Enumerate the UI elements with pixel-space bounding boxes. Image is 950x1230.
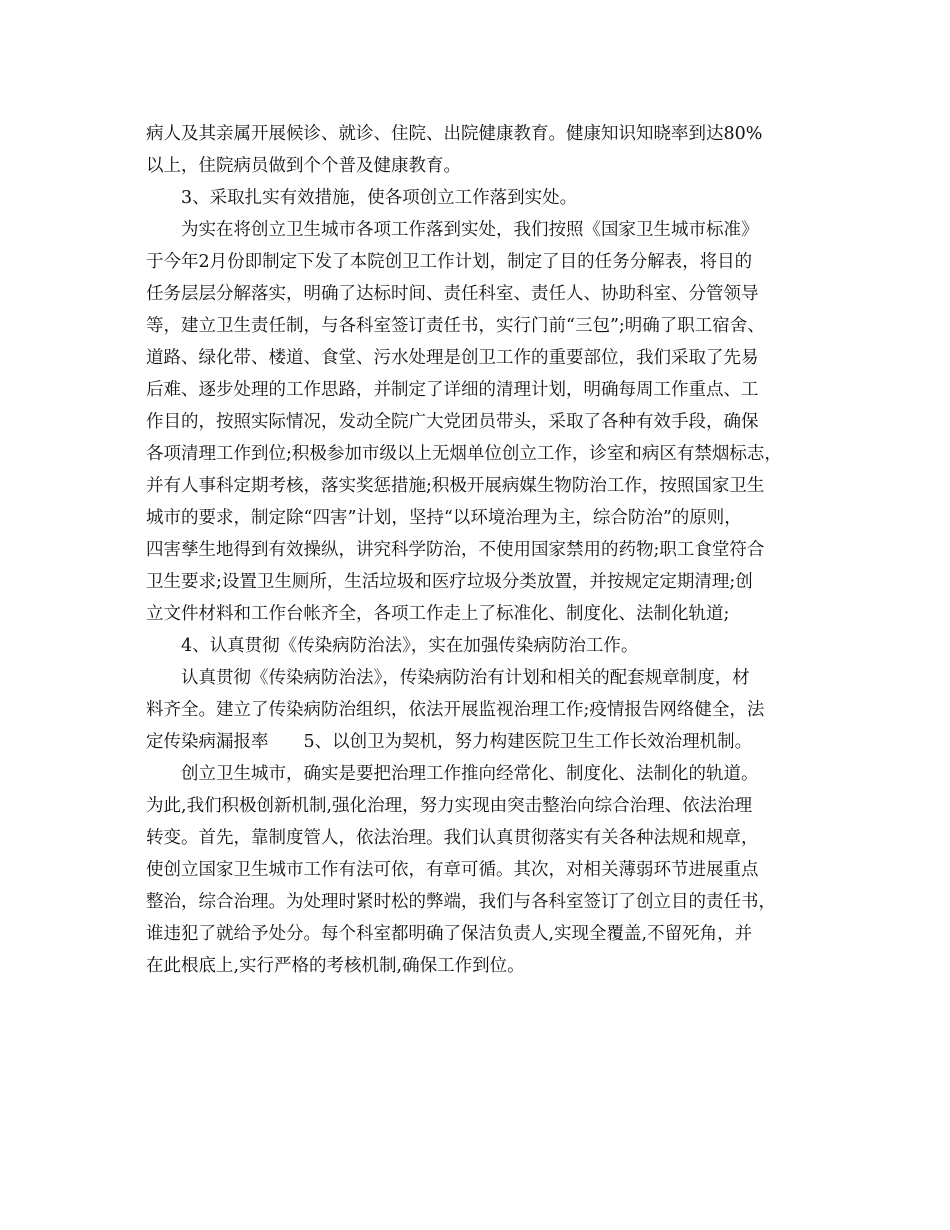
text-line: 道路、绿化带、楼道、食堂、污水处理是创卫工作的重要部位，我们采取了先易 — [146, 348, 759, 368]
text-line: 使创立国家卫生城市工作有法可依，有章可循。其次，对相关薄弱环节进展重点 — [146, 860, 759, 880]
text-line: 并有人事科定期考核，落实奖惩措施;积极开展病媒生物防治工作，按照国家卫生 — [146, 476, 765, 496]
section-heading: 3、采取扎实有效措施，使各项创立工作落到实处。 — [181, 188, 578, 208]
text-line: 转变。首先，靠制度管人，依法治理。我们认真贯彻落实有关各种法规和规章， — [146, 828, 759, 848]
text-line: 以上，住院病员做到个个普及健康教育。 — [146, 156, 461, 176]
text-line: 后难、逐步处理的工作思路，并制定了详细的清理计划，明确每周工作重点、工 — [146, 380, 759, 400]
text-line: 为实在将创立卫生城市各项工作落到实处，我们按照《国家卫生城市标准》 — [181, 220, 759, 240]
text-line: 病人及其亲属开展候诊、就诊、住院、出院健康教育。健康知识知晓率到达80% — [146, 124, 763, 144]
text-line: 等，建立卫生责任制，与各科室签订责任书，实行门前“三包”;明确了职工宿舍、 — [146, 316, 765, 336]
text-line: 任务层层分解落实，明确了达标时间、责任科室、责任人、协助科室、分管领导 — [146, 284, 759, 304]
text-line: 于今年2月份即制定下发了本院创卫工作计划，制定了目的任务分解表，将目的 — [146, 252, 753, 272]
text-line: 认真贯彻《传染病防治法》，传染病防治有计划和相关的配套规章制度，材 — [181, 668, 750, 688]
text-line: 各项清理工作到位;积极参加市级以上无烟单位创立工作，诊室和病区有禁烟标志， — [146, 444, 782, 464]
text-line: 为此,我们积极创新机制,强化治理，努力实现由突击整治向综合治理、依法治理 — [146, 796, 753, 816]
text-line: 四害孳生地得到有效操纵，讲究科学防治，不使用国家禁用的药物;职工食堂符合 — [146, 540, 765, 560]
text-line: 谁违犯了就给予处分。每个科室都明确了保洁负责人,实现全覆盖,不留死角，并 — [146, 924, 753, 944]
text-line: 立文件材料和工作台帐齐全，各项工作走上了标准化、制度化、法制化轨道; — [146, 604, 730, 624]
text-line: 创立卫生城市，确实是要把治理工作推向经常化、制度化、法制化的轨道。 — [181, 764, 759, 784]
text-line: 卫生要求;设置卫生厕所，生活垃圾和医疗垃圾分类放置，并按规定定期清理;创 — [146, 572, 753, 592]
text-line: 作目的，按照实际情况，发动全院广大党团员带头，采取了各种有效手段，确保 — [146, 412, 759, 432]
section-heading: 4、认真贯彻《传染病防治法》，实在加强传染病防治工作。 — [181, 636, 639, 656]
text-line: 定传染病漏报率 5、以创卫为契机，努力构建医院卫生工作长效治理机制。 — [146, 732, 753, 752]
text-line: 整治，综合治理。为处理时紧时松的弊端，我们与各科室签订了创立目的责任书， — [146, 892, 776, 912]
text-line: 在此根底上,实行严格的考核机制,确保工作到位。 — [146, 956, 525, 976]
text-line: 城市的要求，制定除“四害”计划，坚持“以环境治理为主，综合防治”的原则， — [146, 508, 742, 528]
text-line: 料齐全。建立了传染病防治组织，依法开展监视治理工作;疫情报告网络健全，法 — [146, 700, 765, 720]
document-body — [146, 118, 816, 982]
